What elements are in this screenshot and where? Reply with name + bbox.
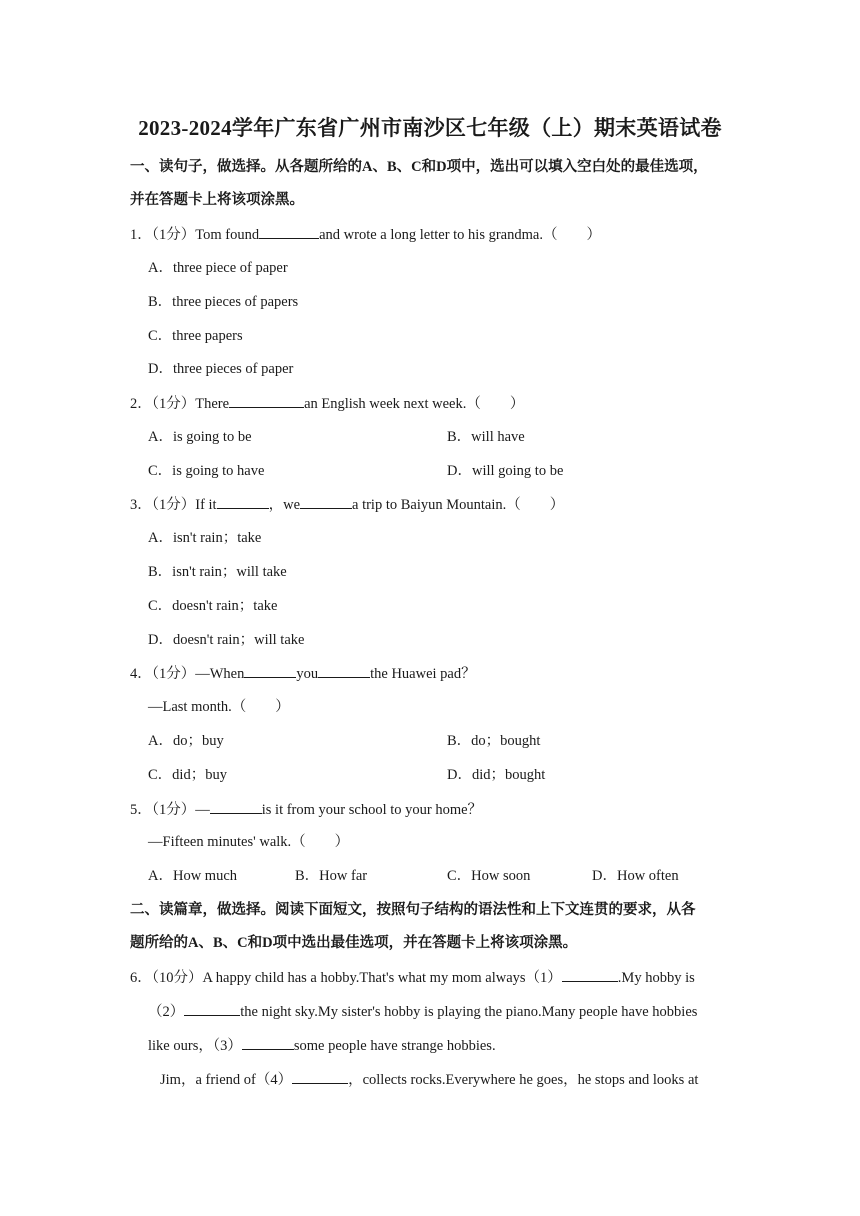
question-1-option-d: D．three pieces of paper xyxy=(148,361,294,377)
passage-line-1 xyxy=(130,967,695,988)
question-1-option-b: B．three pieces of papers xyxy=(148,294,299,310)
answer-blank xyxy=(244,663,296,678)
answer-blank xyxy=(292,1069,348,1084)
question-2-option-b: B．will have xyxy=(447,429,525,445)
passage-line-2-end: the night sky.My sister's hobby is playing the piano.Many people have hobbies xyxy=(240,1004,698,1020)
passage-line-3-end: some people have strange hobbies. xyxy=(293,1038,496,1054)
question-3-stem-start: 3．（1分）If it xyxy=(130,497,217,513)
question-2-option-d: D．will going to be xyxy=(447,463,564,479)
question-4-option-d: D．did；bought xyxy=(447,767,546,783)
answer-blank xyxy=(318,663,370,678)
answer-blank xyxy=(229,393,304,408)
section1-instruction-line1: 一、读句子，做选择。从各题所给的A、B、C和D项中，选出可以填入空白处的最佳选项， xyxy=(130,159,708,175)
question-1-stem xyxy=(130,224,601,245)
question-5-option-a: A．How much xyxy=(148,868,238,884)
answer-blank xyxy=(210,799,262,814)
question-4-stem-mid: you xyxy=(296,666,319,682)
section2-instruction-line2: 题所给的A、B、C和D项中选出最佳选项，并在答题卡上将该项涂黑。 xyxy=(130,935,578,951)
section1-instruction-line2: 并在答题卡上将该项涂黑。 xyxy=(130,192,304,208)
answer-blank xyxy=(259,224,319,239)
question-4-option-c: C．did；buy xyxy=(148,767,227,783)
passage-line-4-start: Jim，a friend of（4） xyxy=(160,1072,293,1088)
question-4-stem xyxy=(130,663,476,684)
question-3-option-d: D．doesn't rain；will take xyxy=(148,632,305,648)
question-5-stem xyxy=(130,799,482,820)
question-2-stem-start: 2．（1分）There xyxy=(130,396,230,412)
passage-line-3 xyxy=(148,1035,496,1056)
question-1-stem-start: 1．（1分）Tom found xyxy=(130,227,260,243)
question-3-stem xyxy=(130,494,564,515)
answer-blank xyxy=(562,967,618,982)
question-5-stem-start: 5．（1分）— xyxy=(130,802,210,818)
question-2-stem-end: an English week next week.（ ） xyxy=(304,396,525,412)
question-4-option-b: B．do；bought xyxy=(447,733,541,749)
passage-line-2 xyxy=(148,1001,697,1022)
section2-instruction-line1: 二、读篇章，做选择。阅读下面短文，按照句子结构的语法性和上下文连贯的要求，从各 xyxy=(130,902,696,918)
question-2-option-c: C．is going to have xyxy=(148,463,265,479)
exam-title: 2023-2024学年广东省广州市南沙区七年级（上）期末英语试卷 xyxy=(138,116,722,140)
passage-line-2-start: （2） xyxy=(148,1004,185,1020)
question-4-answer-line: —Last month.（ ） xyxy=(148,699,290,715)
question-1-option-a: A．three piece of paper xyxy=(148,260,288,276)
passage-line-4-end: ，collects rocks.Everywhere he goes，he stops and looks at xyxy=(348,1072,699,1088)
question-1-stem-end: and wrote a long letter to his grandma.（ ） xyxy=(319,227,601,243)
question-4-stem-end: the Huawei pad？ xyxy=(370,666,476,682)
answer-blank xyxy=(184,1001,240,1016)
question-5-option-b: B．How far xyxy=(295,868,368,884)
passage-line-1-end: .My hobby is xyxy=(617,970,695,986)
answer-blank xyxy=(300,494,352,509)
question-5-option-c: C．How soon xyxy=(447,868,531,884)
question-2-option-a: A．is going to be xyxy=(148,429,252,445)
question-4-option-a: A．do；buy xyxy=(148,733,224,749)
passage-line-1-start: 6．（10分）A happy child has a hobby.That's what my mom always（1） xyxy=(130,970,562,986)
passage-line-4 xyxy=(160,1069,698,1090)
question-3-stem-end: a trip to Baiyun Mountain.（ ） xyxy=(352,497,565,513)
answer-blank xyxy=(242,1035,294,1050)
question-1-option-c: C．three papers xyxy=(148,328,243,344)
question-3-option-a: A．isn't rain；take xyxy=(148,530,262,546)
answer-blank xyxy=(217,494,269,509)
question-5-option-d: D．How often xyxy=(592,868,679,884)
question-5-stem-end: is it from your school to your home？ xyxy=(261,802,483,818)
question-2-stem xyxy=(130,393,524,414)
question-3-option-c: C．doesn't rain；take xyxy=(148,598,278,614)
question-3-stem-mid: ，we xyxy=(268,497,301,513)
question-5-answer-line: —Fifteen minutes' walk.（ ） xyxy=(148,834,350,850)
question-4-stem-start: 4．（1分）—When xyxy=(130,666,245,682)
passage-line-3-start: like ours，（3） xyxy=(148,1038,242,1054)
question-3-option-b: B．isn't rain；will take xyxy=(148,564,287,580)
